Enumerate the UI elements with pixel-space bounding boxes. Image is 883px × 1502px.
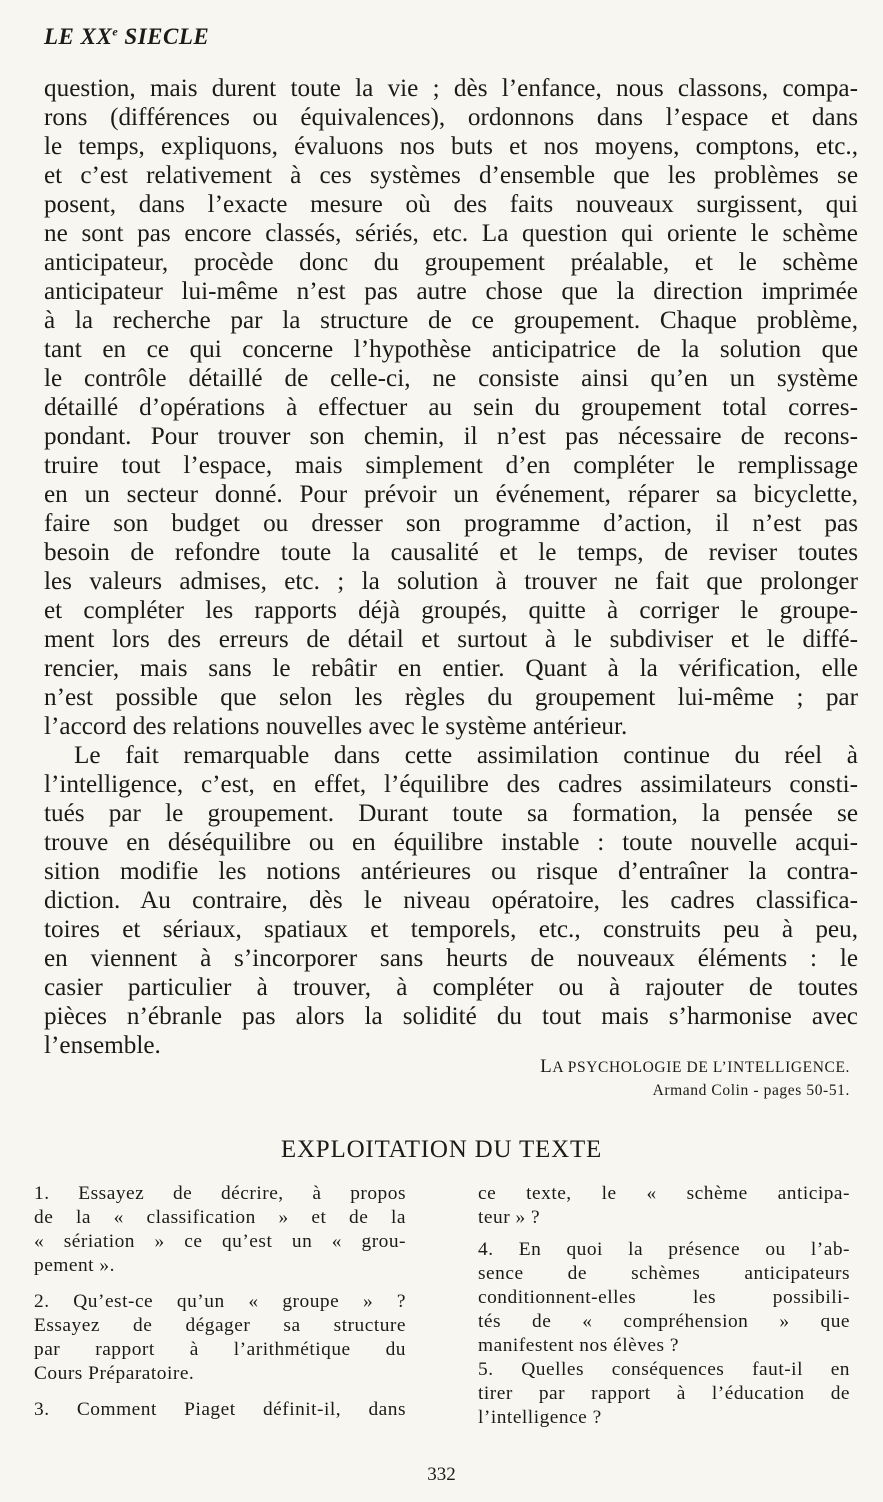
text-line: en viennent à s’incorporer sans heurts de nouveaux éléments : le [44, 945, 858, 972]
text-line: et c’est relativement à ces systèmes d’ensemble que les problèmes se [44, 162, 858, 189]
question-line: 4. En quoi la présence ou l’ab- [478, 1239, 850, 1260]
question-line: ce texte, le « schème anticipa- [478, 1183, 850, 1204]
question-line: teur » ? [478, 1207, 541, 1228]
question-line: par rapport à l’arithmétique du [34, 1339, 406, 1360]
questions-left-column [34, 1182, 406, 1422]
book-title: LA PSYCHOLOGIE DE L’INTELLIGENCE. [540, 1056, 850, 1077]
question-line: 5. Quelles conséquences faut-il en [478, 1359, 850, 1380]
question-line: manifestent nos élèves ? [478, 1335, 679, 1356]
question-line: sence de schèmes anticipateurs [478, 1263, 850, 1284]
text-line: rencier, mais sans le rebâtir en entier. Quant à la vérification, elle [44, 655, 858, 682]
text-line: faire son budget ou dresser son programme d’action, il n’est pas [44, 510, 858, 537]
question-line: l’intelligence ? [478, 1407, 602, 1428]
publisher-pages: Armand Colin - pages 50-51. [652, 1082, 850, 1099]
question-line: 1. Essayez de décrire, à propos [34, 1183, 406, 1204]
text-line: sition modifie les notions antérieures ou risque d’entraîner la contra- [44, 858, 858, 885]
text-line: détaillé d’opérations à effectuer au sein du groupement total corres- [44, 394, 858, 421]
text-line: n’est possible que selon les règles du groupement lui-même ; par [44, 684, 858, 711]
text-line: l’ensemble. [44, 1032, 161, 1059]
source-attribution [540, 1055, 850, 1102]
running-title: LE XXe SIECLE [44, 24, 210, 49]
text-line: trouve en déséquilibre ou en équilibre instable : toute nouvelle acqui- [44, 829, 858, 856]
text-line: besoin de refondre toute la causalité et le temps, de reviser toutes [44, 539, 858, 566]
text-line: les valeurs admises, etc. ; la solution à trouver ne fait que prolonger [44, 568, 858, 595]
question-item [478, 1238, 850, 1358]
text-line: le contrôle détaillé de celle-ci, ne consiste ainsi qu’en un système [44, 365, 858, 392]
text-line: anticipateur lui-même n’est pas autre chose que la direction imprimée [44, 278, 858, 305]
text-line: pondant. Pour trouver son chemin, il n’est pas nécessaire de recons- [44, 423, 858, 450]
text-line: à la recherche par la structure de ce groupement. Chaque problème, [44, 307, 858, 334]
question-line: tés de « compréhension » que [478, 1311, 850, 1332]
text-line: ne sont pas encore classés, sériés, etc. La question qui oriente le schème [44, 220, 858, 247]
question-item [478, 1358, 850, 1430]
question-item [34, 1398, 406, 1422]
question-line: Cours Préparatoire. [34, 1363, 195, 1384]
page-number: 332 [427, 1464, 456, 1485]
text-line: tant en ce qui concerne l’hypothèse anticipatrice de la solution que [44, 336, 858, 363]
text-line: pièces n’ébranle pas alors la solidité du tout mais s’harmonise avec [44, 1003, 858, 1030]
text-line: toires et sériaux, spatiaux et temporels, etc., construits peu à peu, [44, 916, 858, 943]
question-line: 2. Qu’est-ce qu’un « groupe » ? [34, 1291, 406, 1312]
question-line: pement ». [34, 1255, 115, 1276]
questions-right-column [478, 1182, 850, 1430]
text-line: en un secteur donné. Pour prévoir un événement, réparer sa bicyclette, [44, 481, 858, 508]
question-item [34, 1290, 406, 1386]
text-line: ment lors des erreurs de détail et surtout à le subdiviser et le diffé- [44, 626, 858, 653]
text-line: l’accord des relations nouvelles avec le système antérieur. [44, 713, 628, 740]
text-line: et compléter les rapports déjà groupés, quitte à corriger le groupe- [44, 597, 858, 624]
text-line: tués par le groupement. Durant toute sa formation, la pensée se [44, 800, 858, 827]
exploitation-title: EXPLOITATION DU TEXTE [280, 1136, 603, 1163]
question-item [478, 1182, 850, 1230]
text-line: truire tout l’espace, mais simplement d’en compléter le remplissage [44, 452, 858, 479]
text-line: rons (différences ou équivalences), ordonnons dans l’espace et dans [44, 104, 858, 131]
text-line: question, mais durent toute la vie ; dès l’enfance, nous classons, compa- [44, 75, 858, 102]
text-line: posent, dans l’exacte mesure où des faits nouveaux surgissent, qui [44, 191, 858, 218]
body-text [44, 74, 858, 1060]
text-line: Le fait remarquable dans cette assimilation continue du réel à [74, 742, 858, 769]
text-line: le temps, expliquons, évaluons nos buts et nos moyens, comptons, etc., [44, 133, 858, 160]
question-line: conditionnent-elles les possibili- [478, 1287, 850, 1308]
question-line: 3. Comment Piaget définit-il, dans [34, 1399, 406, 1420]
question-line: de la « classification » et de la [34, 1207, 406, 1228]
question-line: « sériation » ce qu’est un « grou- [34, 1231, 406, 1252]
question-item [34, 1182, 406, 1278]
text-line: diction. Au contraire, dès le niveau opératoire, les cadres classifica- [44, 887, 858, 914]
question-line: tirer par rapport à l’éducation de [478, 1383, 850, 1404]
question-line: Essayez de dégager sa structure [34, 1315, 406, 1336]
text-line: casier particulier à trouver, à compléter ou à rajouter de toutes [44, 974, 858, 1001]
text-line: anticipateur, procède donc du groupement préalable, et le schème [44, 249, 858, 276]
text-line: l’intelligence, c’est, en effet, l’équilibre des cadres assimilateurs consti- [44, 771, 858, 798]
